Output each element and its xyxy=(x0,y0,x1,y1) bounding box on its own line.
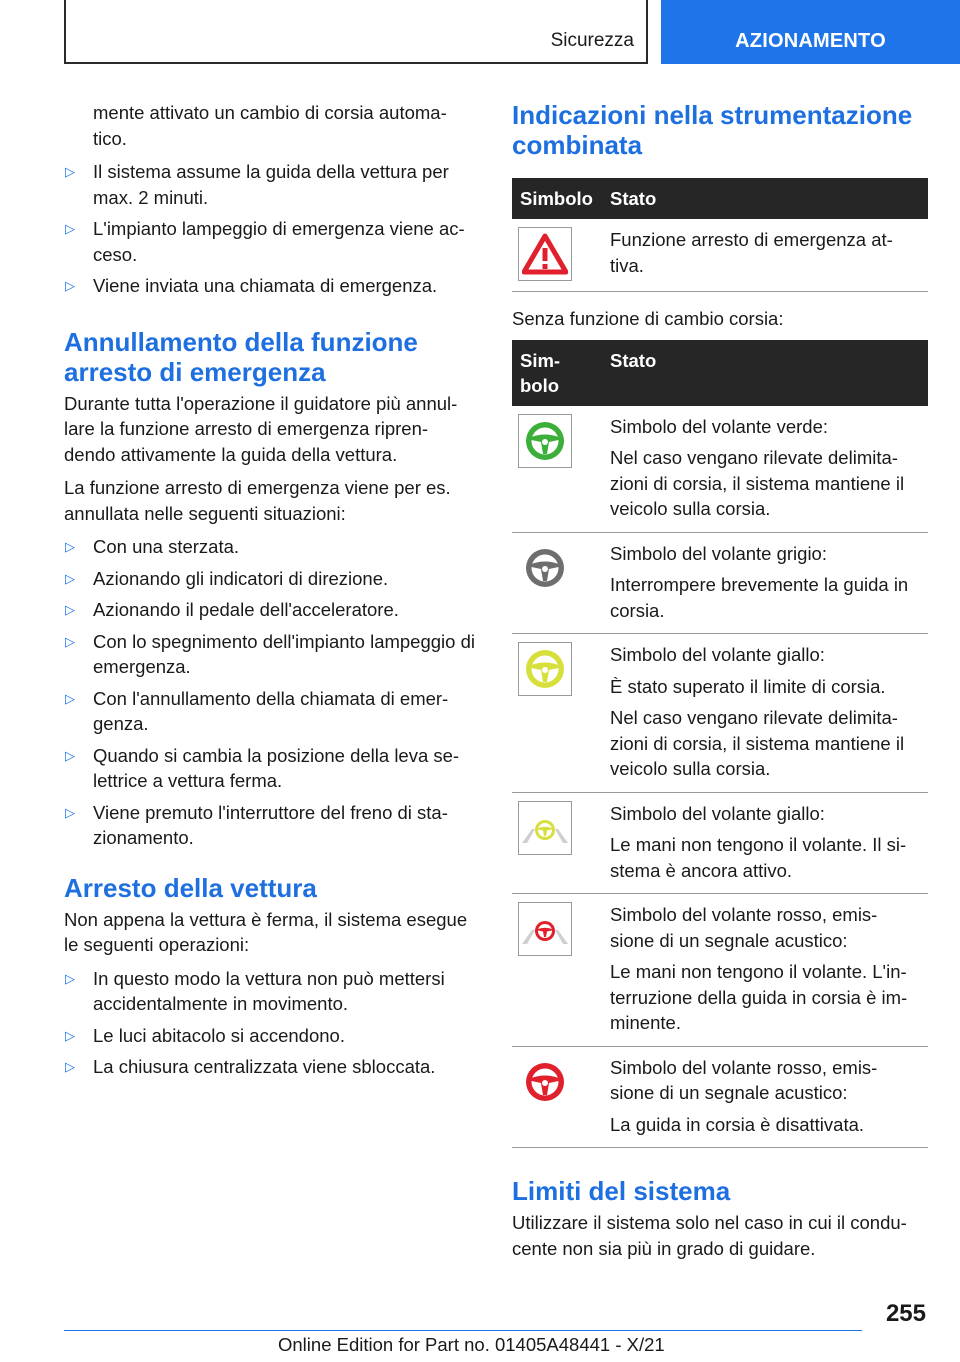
header-section-box xyxy=(64,0,648,64)
list-item: ▷ Quando si cambia la posizione della leva se-lettrice a vettura ferma. xyxy=(65,744,460,791)
page-number: 255 xyxy=(885,1300,926,1327)
triangle-bullet-icon: ▷ xyxy=(65,633,75,649)
column-header-state: Stato xyxy=(602,178,928,219)
steering-wheel-yellow-icon xyxy=(518,642,572,696)
triangle-bullet-icon: ▷ xyxy=(65,570,75,586)
table-row: Simbolo del volante giallo: È stato superato il limite di corsia. Nel caso vengano rilevate delimita-zioni di corsia, il sistema mantiene il veicolo sulla corsia. xyxy=(512,634,928,793)
table-row: Simbolo del volante rosso, emis-sione di un segnale acustico: Le mani non tengono il volante. L'in-terruzione della guida in corsia è im-minente. xyxy=(512,894,928,1047)
list-item: ▷ Viene premuto l'interruttore del freno di sta-zionamento. xyxy=(65,801,448,848)
footer-divider xyxy=(64,1330,862,1331)
column-header-symbol: Simbolo xyxy=(512,178,602,219)
list-item: ▷ Con una sterzata. xyxy=(64,534,478,560)
header-chapter-title: AZIONAMENTO xyxy=(735,30,886,52)
steering-wheel-red-icon xyxy=(518,1055,572,1109)
triangle-bullet-icon: ▷ xyxy=(65,164,75,179)
triangle-bullet-icon: ▷ xyxy=(65,804,75,820)
header-section-title: Sicurezza xyxy=(550,30,634,51)
left-column xyxy=(64,100,478,1086)
paragraph: Non appena la vettura è ferma, il sistema esegue le seguenti operazioni: xyxy=(64,908,468,955)
table-header-row xyxy=(512,178,928,219)
triangle-bullet-icon: ▷ xyxy=(65,602,75,617)
symbol-table-emergency xyxy=(512,178,928,292)
steering-wheel-red-lanes-icon xyxy=(518,902,572,956)
steering-wheel-green-icon xyxy=(518,414,572,468)
list-item: ▷ Le luci abitacolo si accendono. xyxy=(64,1023,478,1049)
header-chapter-tab xyxy=(661,0,960,64)
steering-wheel-grey-icon xyxy=(518,541,572,595)
triangle-bullet-icon: ▷ xyxy=(65,221,75,236)
column-header-symbol: Sim-bolo xyxy=(512,340,602,406)
list-item: ▷ Azionando gli indicatori di direzione. xyxy=(64,566,478,592)
paragraph: La funzione arresto di emergenza viene per es. annullata nelle seguenti situazioni: xyxy=(64,477,451,524)
triangle-bullet-icon: ▷ xyxy=(65,539,75,554)
symbol-table-steering xyxy=(512,340,928,1149)
column-header-state: Stato xyxy=(602,340,928,406)
section-heading-arresto: Arresto della vettura xyxy=(64,872,317,903)
triangle-bullet-icon: ▷ xyxy=(65,970,75,986)
bullet-list-top xyxy=(64,159,478,299)
table-row: Funzione arresto di emergenza at-tiva. xyxy=(512,219,928,292)
right-column xyxy=(512,100,928,1269)
table-row: Simbolo del volante giallo: Le mani non tengono il volante. Il si-stema è ancora attivo. xyxy=(512,792,928,894)
list-item: ▷ Viene inviata una chiamata di emergenza. xyxy=(64,273,478,299)
list-item: ▷ Azionando il pedale dell'acceleratore. xyxy=(64,597,478,623)
table-row: Simbolo del volante rosso, emis-sione di un segnale acustico: La guida in corsia è disattivata. xyxy=(512,1046,928,1148)
list-item: ▷ In questo modo la vettura non può mettersi accidentalmente in movimento. xyxy=(65,967,445,1014)
section-heading-limiti: Limiti del sistema xyxy=(512,1176,731,1206)
triangle-bullet-icon: ▷ xyxy=(65,1059,75,1074)
triangle-bullet-icon: ▷ xyxy=(65,747,75,763)
triangle-bullet-icon: ▷ xyxy=(65,278,75,293)
section-heading-indicazioni: Indicazioni nella strumentazione combinata xyxy=(512,100,913,160)
bullet-list-arresto xyxy=(64,966,478,1080)
section-heading-annullamento: Annullamento della funzione arresto di emergenza xyxy=(64,326,418,387)
paragraph: Senza funzione di cambio corsia: xyxy=(512,308,784,329)
footer-edition-text: Online Edition for Part no. 01405A48441 - X/21 xyxy=(278,1334,665,1355)
list-item: ▷ La chiusura centralizzata viene sbloccata. xyxy=(64,1054,478,1080)
list-item: ▷ L'impianto lampeggio di emergenza viene ac-ceso. xyxy=(65,218,465,265)
table-row: Simbolo del volante grigio: Interrompere brevemente la guida in corsia. xyxy=(512,532,928,634)
triangle-bullet-icon: ▷ xyxy=(65,1027,75,1043)
bullet-list-annullamento xyxy=(64,534,478,851)
continued-text: mente attivato un cambio di corsia automa-tico. xyxy=(93,102,447,149)
list-item: ▷ Il sistema assume la guida della vettura per max. 2 minuti. xyxy=(65,161,449,208)
warning-triangle-icon xyxy=(518,227,572,281)
table-header-row xyxy=(512,340,928,406)
list-item: ▷ Con l'annullamento della chiamata di emer-genza. xyxy=(65,687,449,734)
list-item: ▷ Con lo spegnimento dell'impianto lampeggio di emergenza. xyxy=(65,630,475,677)
paragraph: Durante tutta l'operazione il guidatore più annul-lare la funzione arresto di emergenza ripren-dendo attivamente la guida della vettura. xyxy=(64,392,458,465)
steering-wheel-yellow-lanes-icon xyxy=(518,801,572,855)
table-row: Simbolo del volante verde: Nel caso vengano rilevate delimita-zioni di corsia, il sistema mantiene il veicolo sulla corsia. xyxy=(512,406,928,533)
paragraph: Utilizzare il sistema solo nel caso in cui il condu-cente non sia più in grado di guidare. xyxy=(512,1212,907,1259)
triangle-bullet-icon: ▷ xyxy=(65,690,75,706)
